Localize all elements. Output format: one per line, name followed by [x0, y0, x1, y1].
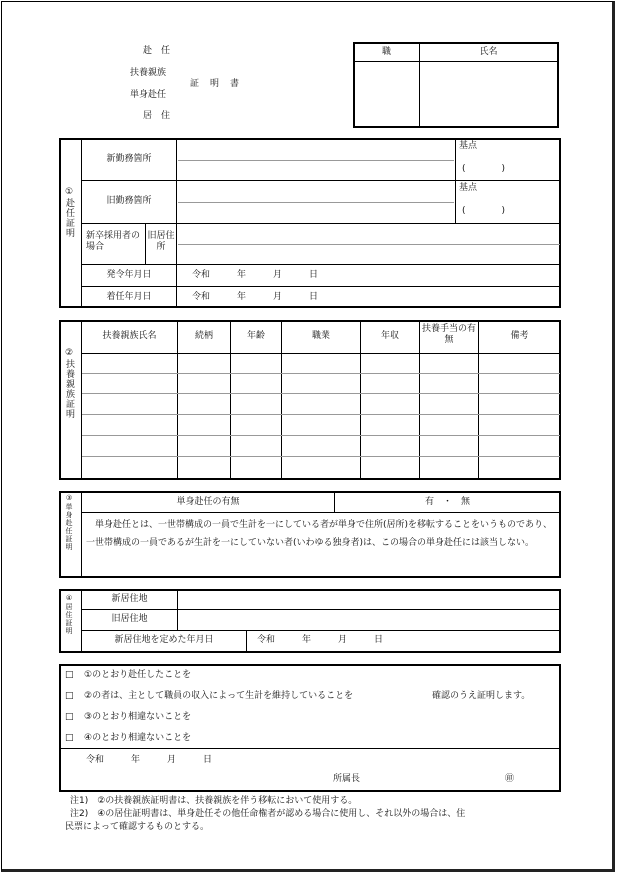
col-zokugara: 続柄 — [194, 331, 213, 341]
certify-item-3: ③のとおり相違ないことを — [84, 712, 192, 722]
shinsotsu-label: 新卒採用者の場合 — [86, 231, 141, 252]
kyukyo-field[interactable] — [178, 226, 558, 263]
shimei-label: 氏名 — [479, 47, 498, 57]
note-3: 民票によって確認するものとする。 — [65, 822, 210, 832]
shoku-label: 職 — [381, 47, 391, 57]
kyoten-label-2: 基点 — [459, 183, 478, 193]
kyu-kinmu-label: 旧勤務箇所 — [106, 196, 152, 206]
col-shokugyo: 職業 — [311, 331, 330, 341]
section3-label: ③単身赴任証明 — [65, 494, 73, 551]
certify-item-1: ①のとおり赴任したことを — [84, 670, 192, 680]
kyoju-date-label: 新居住地を定めた年月日 — [114, 635, 214, 645]
hatsurei-label: 発令年月日 — [106, 270, 152, 280]
chakunin-label: 着任年月日 — [106, 292, 152, 302]
certify-box — [59, 664, 561, 792]
section4-label: ④居住証明 — [65, 594, 73, 635]
shin-kyoju-field[interactable] — [179, 591, 559, 608]
seal-mark: ㊞ — [505, 774, 515, 784]
col-nenrei: 年齢 — [246, 331, 265, 341]
section2-label: ②扶養親族証明 — [64, 348, 74, 419]
shozokucho-label: 所属長 — [333, 774, 361, 784]
certify-date[interactable]: 令和 年 月 日 — [86, 755, 213, 765]
note-1: 注1) ②の扶養親族証明書は、扶養親族を伴う移転において使用する。 — [70, 796, 358, 806]
note-2: 注2) ④の居住証明書は、単身赴任その他任命権者が認める場合に使用し、それ以外の場合は、住 — [70, 809, 466, 819]
col-nenshu: 年収 — [380, 331, 399, 341]
shin-kinmu-field[interactable] — [178, 141, 454, 179]
kyukyo-label: 旧居住所 — [147, 231, 175, 252]
kyu-kyoju-field[interactable] — [179, 611, 559, 629]
shoku-field[interactable] — [356, 63, 417, 125]
check-3-box[interactable]: □ — [65, 712, 74, 722]
title-kind-kyoju: 居 住 — [143, 111, 171, 121]
col-biko: 備考 — [510, 331, 529, 341]
shin-kyoju-label: 新居住地 — [111, 594, 148, 604]
section1-label: ①赴任証明 — [64, 187, 74, 238]
check-4-box[interactable]: □ — [65, 733, 74, 743]
kyu-kinmu-field[interactable] — [178, 182, 454, 222]
shimei-field[interactable] — [421, 63, 556, 125]
kyoten-paren-1: ( ) — [462, 164, 506, 174]
kyoten-label-1: 基点 — [459, 141, 478, 151]
fuyo-table-body[interactable] — [82, 355, 560, 478]
check-2-box[interactable]: □ — [65, 691, 74, 701]
kyoju-date[interactable]: 令和 年 月 日 — [257, 635, 384, 645]
kyu-kyoju-label: 旧居住地 — [111, 614, 148, 624]
title-kind-tanshin: 単身赴任 — [130, 90, 167, 100]
col-fuyo-shimei: 扶養親族氏名 — [102, 331, 157, 341]
certify-item-2: ②の者は、主として職員の収入によって生計を維持していることを — [84, 691, 354, 701]
tanshin-description: 単身赴任とは、一世帯構成の一員で生計を一にしている者が単身で住所(居所)を移転することをいうものであり、一世帯構成の一員であるが生計を一にしていない者(いわゆる独身者)は、この場合の単身赴任には該当しない。 — [86, 520, 553, 548]
certify-item-4: ④のとおり相違ないことを — [84, 733, 192, 743]
kyoten-paren-2: ( ) — [462, 206, 506, 216]
shin-kinmu-label: 新勤務箇所 — [106, 154, 152, 164]
tanshin-choice[interactable]: 有 ・ 無 — [424, 497, 470, 507]
certify-confirm: 確認のうえ証明します。 — [432, 691, 531, 701]
col-fuyo-teate: 扶養手当の有無 — [421, 324, 476, 345]
chakunin-date[interactable]: 令和 年 月 日 — [192, 292, 319, 302]
title-kind-funin: 赴 任 — [143, 46, 171, 56]
check-1-box[interactable]: □ — [65, 670, 74, 680]
tanshin-umu-label: 単身赴任の有無 — [176, 497, 240, 507]
hatsurei-date[interactable]: 令和 年 月 日 — [192, 270, 319, 280]
title-kind-fuyo: 扶養親族 — [130, 68, 167, 78]
title-shomeisho: 証 明 書 — [190, 79, 241, 89]
